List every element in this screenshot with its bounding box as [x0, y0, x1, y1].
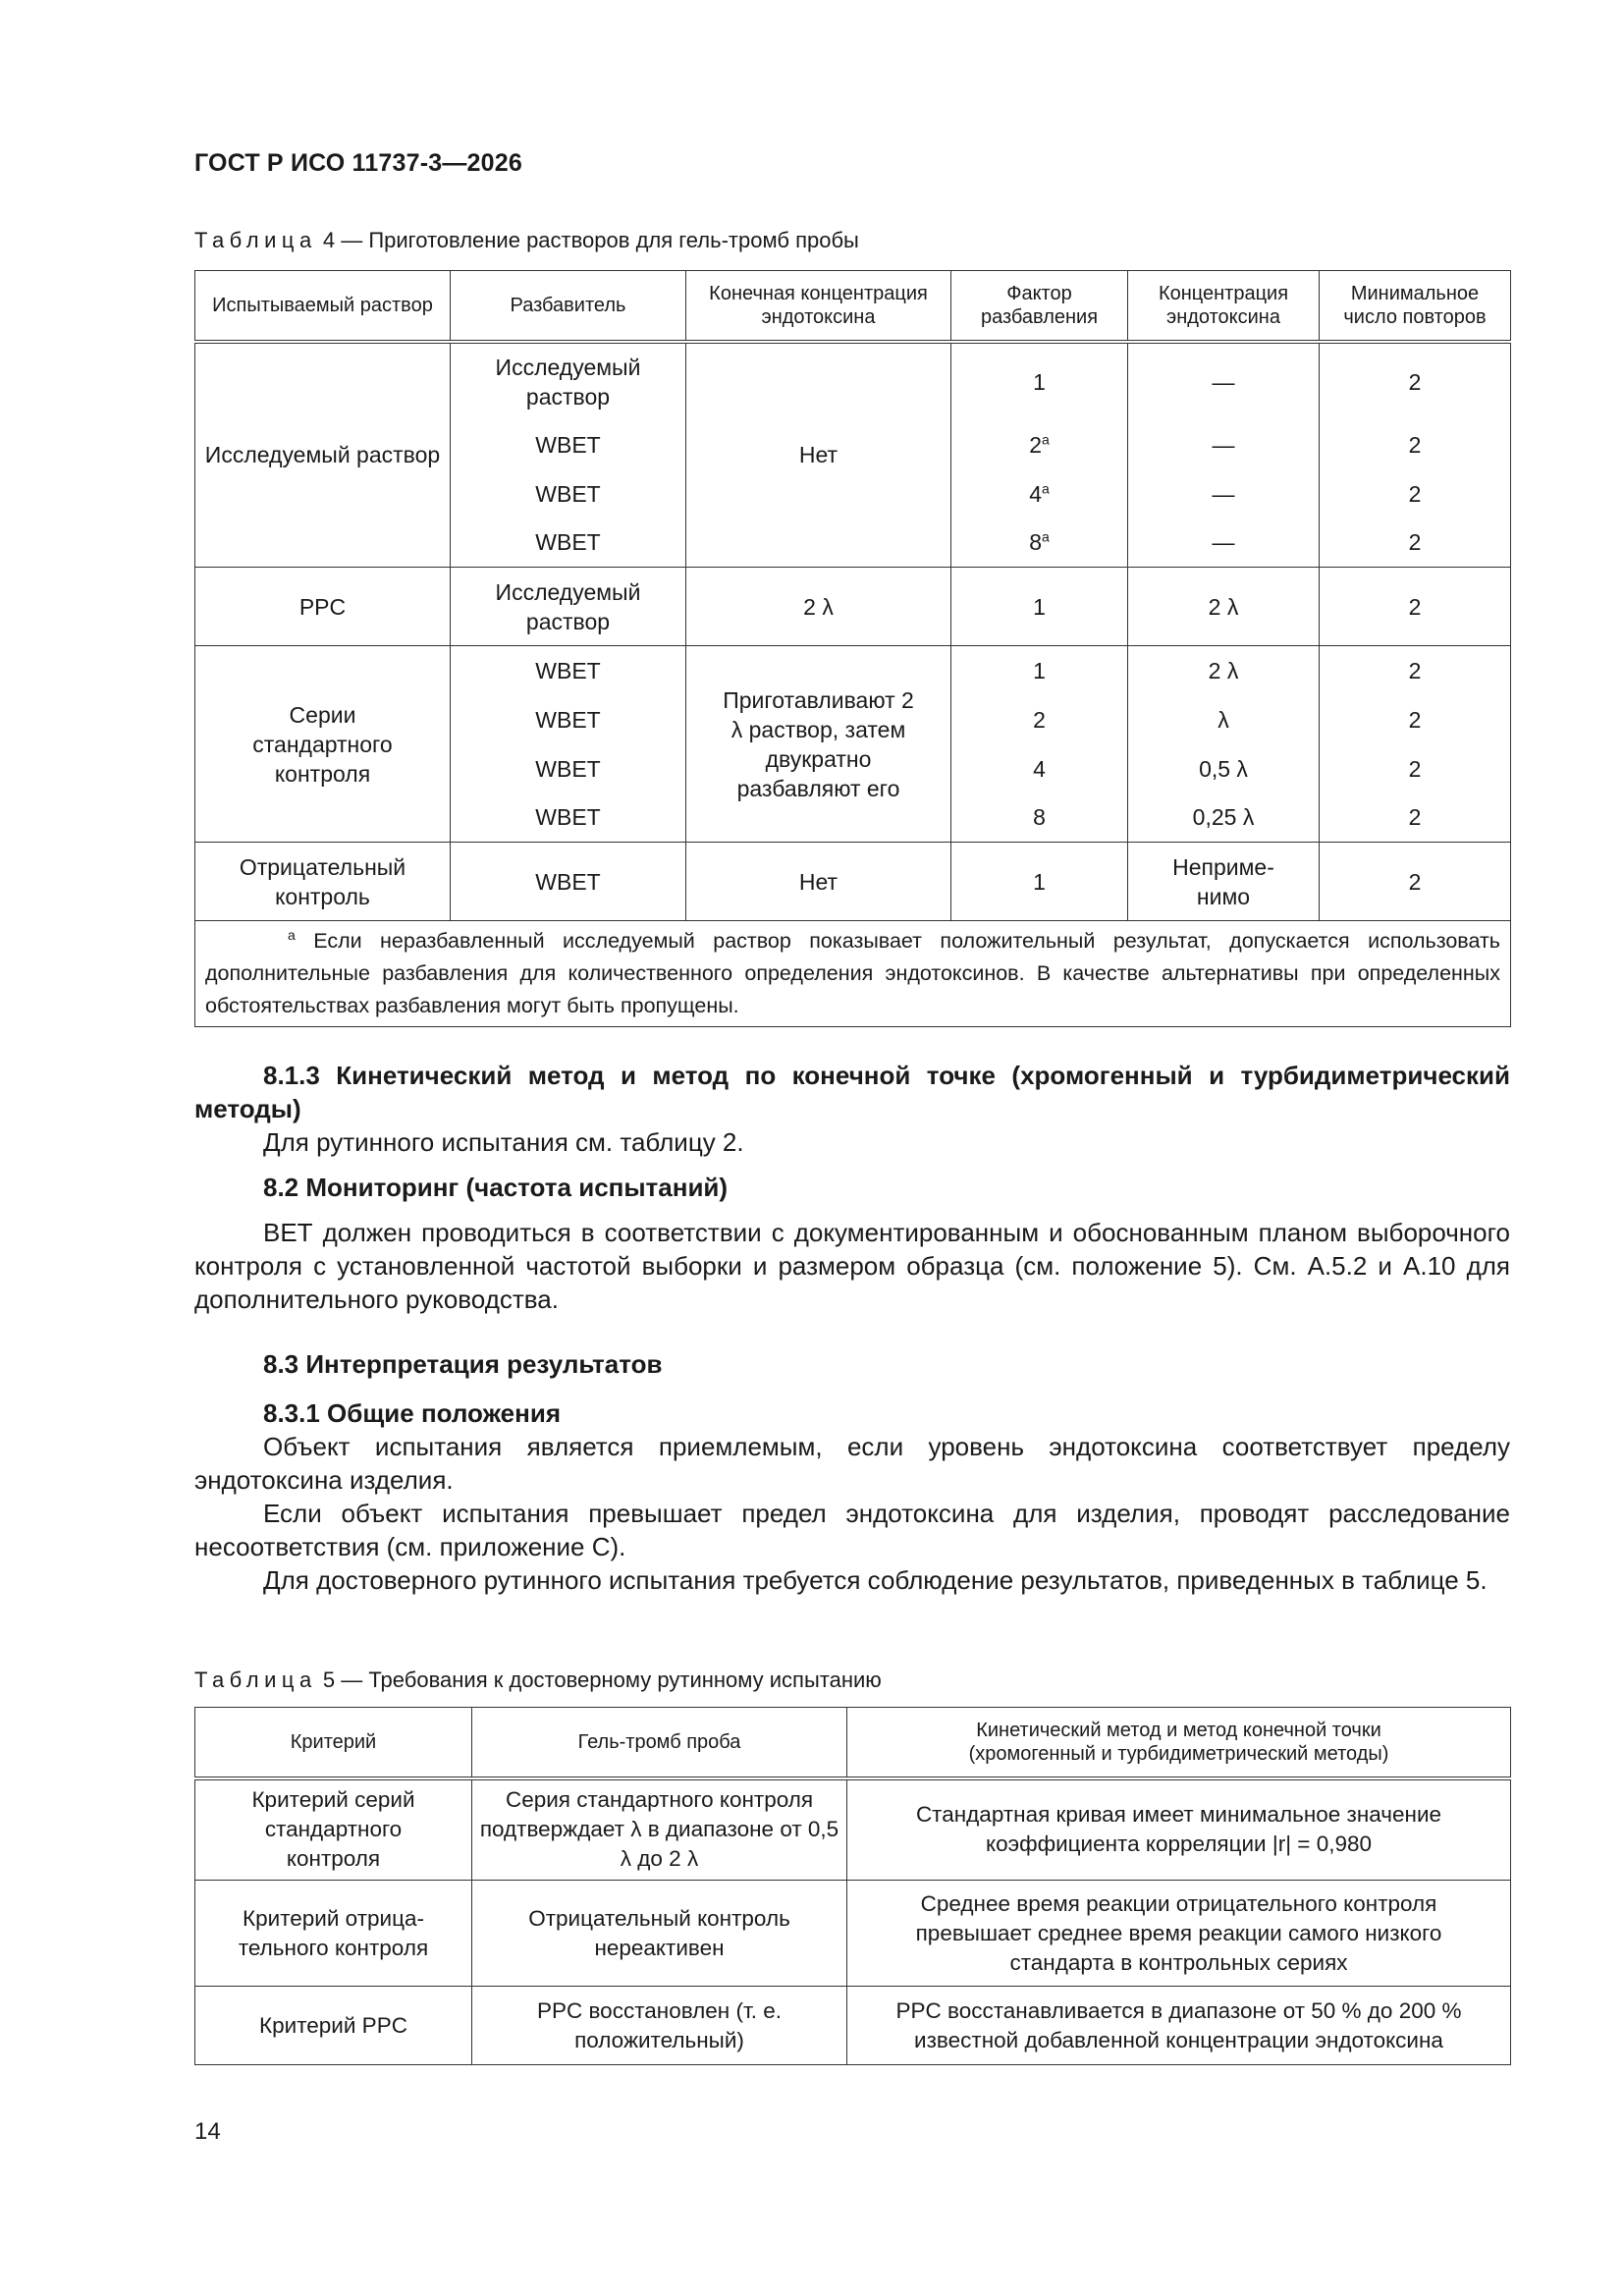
factor-cell: 2	[951, 695, 1128, 744]
repeats-cell: 2	[1320, 568, 1511, 646]
repeats-cell: 2	[1320, 519, 1511, 568]
concentration-cell: —	[1128, 342, 1320, 420]
kinetic-cell: Среднее время реакции отрицательного контроля превышает среднее время реакции самого низкого стандарта в контрольных сериях	[847, 1881, 1511, 1987]
concentration-cell: 2 λ	[1128, 646, 1320, 695]
table5-caption-label: Таблица	[194, 1667, 317, 1692]
gel-clot-cell: PPC восстановлен (т. е. положительный)	[472, 1987, 847, 2065]
criterion-cell: Критерий PPC	[195, 1987, 472, 2065]
factor-cell	[951, 469, 1128, 519]
table4	[194, 270, 1511, 1027]
factor-value: 4	[1029, 480, 1042, 507]
table4-header-dilution-factor: Фактор разбавления	[951, 271, 1128, 342]
table-row	[195, 1778, 1511, 1881]
section-8-1-3-text: Для рутинного испытания см. таблицу 2.	[263, 1127, 744, 1157]
footnote-mark: a	[1042, 528, 1050, 545]
section-8-2-heading: 8.2 Мониторинг (частота испытаний)	[263, 1173, 729, 1202]
repeats-cell: 2	[1320, 420, 1511, 469]
diluent-cell: WBET	[451, 793, 686, 843]
table-row	[195, 843, 1511, 921]
document-code: ГОСТ Р ИСО 11737-3—2026	[194, 149, 522, 177]
table5-header-row	[195, 1708, 1511, 1778]
table5	[194, 1707, 1511, 2065]
factor-cell	[951, 420, 1128, 469]
concentration-cell: 2 λ	[1128, 568, 1320, 646]
factor-cell: 1	[951, 342, 1128, 420]
factor-cell: 1	[951, 646, 1128, 695]
section-8-3-1-heading: 8.3.1 Общие положения	[263, 1398, 561, 1428]
gel-clot-cell: Отрицательный контроль нереактивен	[472, 1881, 847, 1987]
group-name: PPC	[195, 568, 451, 646]
group-name: Отрицательный контроль	[195, 843, 451, 921]
table4-footnote	[195, 921, 1511, 1027]
repeats-cell: 2	[1320, 646, 1511, 695]
table4-header-row	[195, 271, 1511, 342]
footnote-mark: a	[1042, 430, 1050, 447]
diluent-cell: WBET	[451, 519, 686, 568]
factor-cell: 1	[951, 568, 1128, 646]
factor-cell	[951, 519, 1128, 568]
footnote-text: Если неразбавленный исследуемый раствор показывает положительный результат, допускается использовать дополнительные разбавления для количественного определения эндотоксинов. В качестве альтернативы при определенных обстоятельствах разбавления могут быть пропущены.	[205, 929, 1500, 1017]
table4-header-final-concentration: Конечная концентрация эндотоксина	[686, 271, 951, 342]
table4-caption-label: Таблица	[194, 228, 317, 252]
section-8-2	[194, 1171, 1510, 1316]
table4-header-solution: Испытываемый раствор	[195, 271, 451, 342]
concentration-cell: Неприме-нимо	[1128, 843, 1320, 921]
table4-footnote-row	[195, 921, 1511, 1027]
repeats-cell: 2	[1320, 744, 1511, 793]
gel-clot-cell: Серия стандартного контроля подтверждает λ в диапазоне от 0,5 λ до 2 λ	[472, 1778, 847, 1881]
repeats-cell: 2	[1320, 843, 1511, 921]
final-concentration-cell: 2 λ	[686, 568, 951, 646]
diluent-cell: WBET	[451, 646, 686, 695]
table5-caption-text: 5 — Требования к достоверному рутинному испытанию	[316, 1667, 882, 1692]
footnote-mark: a	[288, 926, 296, 943]
table5-caption	[194, 1667, 882, 1693]
repeats-cell: 2	[1320, 695, 1511, 744]
factor-value: 8	[1029, 529, 1042, 556]
factor-cell: 4	[951, 744, 1128, 793]
repeats-cell: 2	[1320, 342, 1511, 420]
table-row	[195, 342, 1511, 420]
section-8-1-3-heading: 8.1.3 Кинетический метод и метод по конечной точке (хромогенный и турбидиметрический методы)	[194, 1061, 1510, 1123]
table4-header-repeats: Минимальное число повторов	[1320, 271, 1511, 342]
final-concentration-cell: Нет	[686, 342, 951, 568]
criterion-cell: Критерий серий стандартного контроля	[195, 1778, 472, 1881]
table-row	[195, 1881, 1511, 1987]
table5-header-kinetic: Кинетический метод и метод конечной точки (хромогенный и турбидиметрический методы)	[847, 1708, 1511, 1778]
section-8-3	[194, 1347, 1510, 1381]
table5-header-gel-clot: Гель-тромб проба	[472, 1708, 847, 1778]
diluent-cell: WBET	[451, 695, 686, 744]
table4-caption	[194, 228, 859, 253]
concentration-cell: —	[1128, 420, 1320, 469]
repeats-cell: 2	[1320, 793, 1511, 843]
table-row	[195, 646, 1511, 695]
section-8-1-3	[194, 1059, 1510, 1159]
table4-caption-text: 4 — Приготовление растворов для гель-тромб пробы	[316, 228, 859, 252]
diluent-cell: Исследуемый раствор	[451, 568, 686, 646]
table4-header-concentration: Концентрация эндотоксина	[1128, 271, 1320, 342]
final-concentration-cell: Нет	[686, 843, 951, 921]
group-name: Серии стандартного контроля	[195, 646, 451, 843]
footnote-mark: a	[1042, 479, 1050, 496]
section-8-3-1-p3: Для достоверного рутинного испытания требуется соблюдение результатов, приведенных в таблице 5.	[263, 1565, 1488, 1595]
concentration-cell: —	[1128, 469, 1320, 519]
table-row	[195, 568, 1511, 646]
section-8-3-heading: 8.3 Интерпретация результатов	[263, 1349, 663, 1379]
diluent-cell: WBET	[451, 843, 686, 921]
kinetic-cell: Стандартная кривая имеет минимальное значение коэффициента корреляции |r| = 0,980	[847, 1778, 1511, 1881]
section-8-3-1-p2: Если объект испытания превышает предел эндотоксина для изделия, проводят расследование несоответствия (см. приложение С).	[194, 1499, 1510, 1561]
page-number: 14	[194, 2118, 221, 2145]
diluent-cell: WBET	[451, 744, 686, 793]
criterion-cell: Критерий отрица-тельного контроля	[195, 1881, 472, 1987]
concentration-cell: 0,5 λ	[1128, 744, 1320, 793]
section-8-2-text: ВЕТ должен проводиться в соответствии с документированным и обоснованным планом выборочного контроля с установленной частотой выборки и размером образца (см. положение 5). См. А.5.2 и А.10 для дополнительного руководства.	[194, 1218, 1510, 1314]
concentration-cell: —	[1128, 519, 1320, 568]
diluent-cell: Исследуемый раствор	[451, 342, 686, 420]
kinetic-cell: PPC восстанавливается в диапазоне от 50 % до 200 % известной добавленной концентрации эндотоксина	[847, 1987, 1511, 2065]
section-8-3-1	[194, 1396, 1510, 1597]
table4-header-diluent: Разбавитель	[451, 271, 686, 342]
final-concentration-cell: Приготавливают 2 λ раствор, затем двукратно разбавляют его	[686, 646, 951, 843]
diluent-cell: WBET	[451, 469, 686, 519]
table-row	[195, 1987, 1511, 2065]
repeats-cell: 2	[1320, 469, 1511, 519]
diluent-cell: WBET	[451, 420, 686, 469]
table5-header-criterion: Критерий	[195, 1708, 472, 1778]
concentration-cell: 0,25 λ	[1128, 793, 1320, 843]
factor-cell: 1	[951, 843, 1128, 921]
group-name: Исследуемый раствор	[195, 342, 451, 568]
concentration-cell: λ	[1128, 695, 1320, 744]
section-8-3-1-p1: Объект испытания является приемлемым, если уровень эндотоксина соответствует пределу эндотоксина изделия.	[194, 1432, 1510, 1495]
factor-cell: 8	[951, 793, 1128, 843]
factor-value: 2	[1029, 431, 1042, 458]
